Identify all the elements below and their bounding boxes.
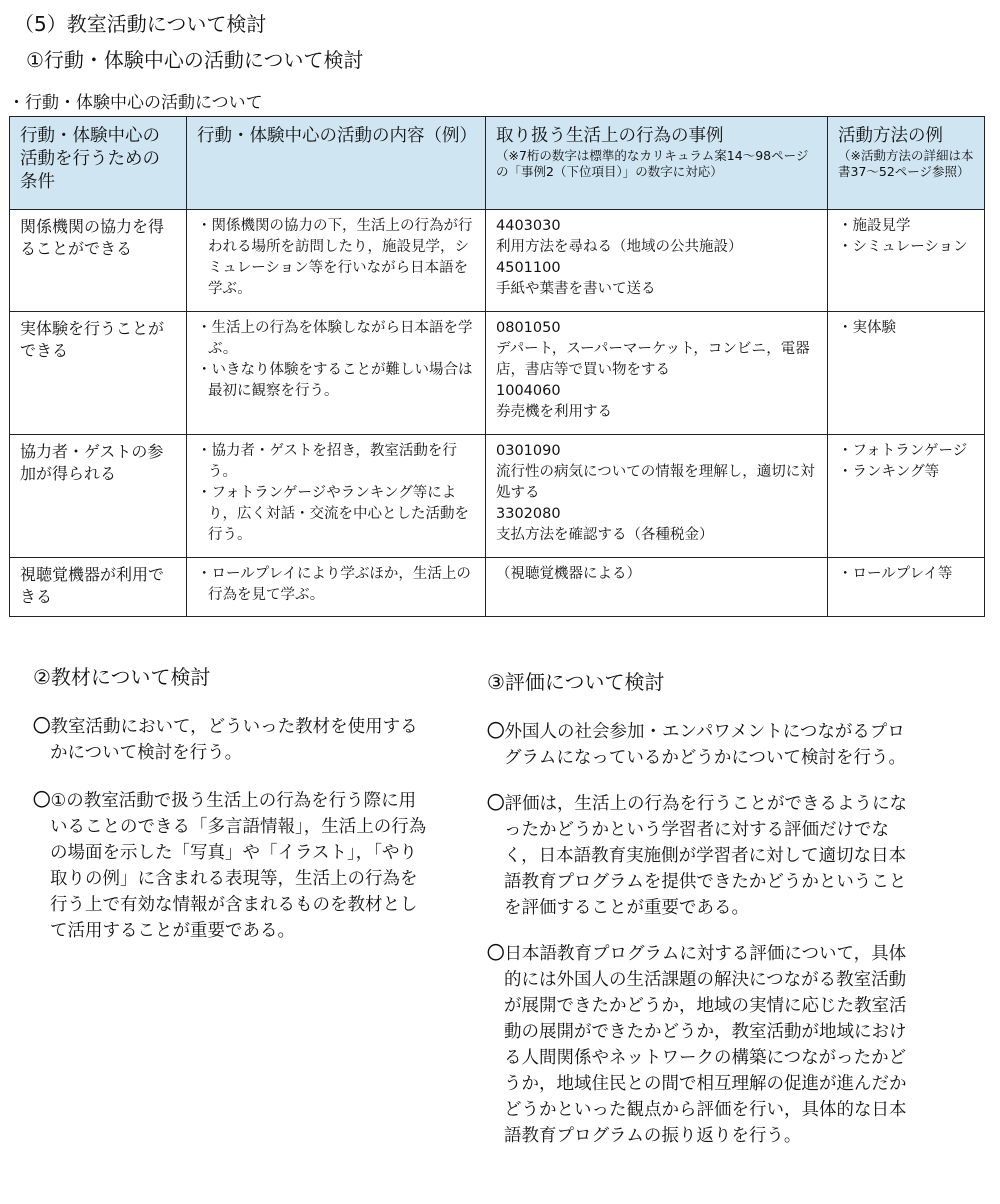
circle-bullet-icon: 〇 [33, 717, 51, 737]
content-item: ・生活上の行為を体験しながら日本語を学ぶ。 [197, 320, 473, 357]
header-examples [486, 117, 828, 210]
row-contents [187, 312, 486, 435]
row-condition: 視聴覚機器が利用できる [10, 558, 187, 617]
example-text: 券売機を利用する [496, 404, 612, 420]
method-item: ・シミュレーション [838, 239, 968, 255]
circle-bullet-icon: 〇 [487, 944, 505, 964]
example-text: （視聴覚機器による） [496, 566, 641, 582]
example-text: 流行性の病気についての情報を理解し，適切に対処する [496, 464, 815, 501]
materials-title: ②教材について検討 [33, 665, 211, 689]
evaluation-paragraph: 〇外国人の社会参加・エンパワメントにつながるプログラムになっているかどうかについて検討を行う。 [487, 722, 906, 768]
method-item: ・フォトランゲージ [838, 443, 968, 459]
header-methods-title: 活動方法の例 [838, 126, 943, 146]
content-item: ・ロールプレイにより学ぶほか，生活上の行為を見て学ぶ。 [197, 566, 471, 603]
row-contents [187, 558, 486, 617]
evaluation-paragraph: 〇日本語教育プログラムに対する評価について，具体的には外国人の生活課題の解決につながる教室活動が展開できたかどうか，地域の実情に応じた教室活動の展開ができたかどうか，教室活動が地域における人間関係やネットワークの構築につながったかどうか，地域住民との間で相互理解の促進が進んだかどうかといった観点から評価を行い，具体的な日本語教育プログラムの振り返りを行う。 [487, 944, 907, 1146]
circle-bullet-icon: 〇 [487, 794, 505, 814]
section-heading: （5）教室活動について検討 [14, 12, 267, 36]
row-methods [828, 435, 985, 558]
example-code: 0801050 [496, 320, 561, 336]
method-item: ・実体験 [838, 320, 896, 336]
row-examples [486, 435, 828, 558]
activities-table [9, 116, 985, 617]
header-methods-note: （※活動方法の詳細は本書37～52ページ参照） [838, 148, 974, 179]
example-code: 4403030 [496, 218, 561, 234]
content-item: ・協力者・ゲストを招き，教室活動を行う。 [197, 443, 457, 480]
header-examples-title: 取り扱う生活上の行為の事例 [496, 126, 724, 146]
table-row [10, 558, 985, 617]
materials-paragraph: 〇①の教室活動で扱う生活上の行為を行う際に用いることのできる「多言語情報」，生活上の行為の場面を示した「写真」や「イラスト」，「やり取りの例」に含まれる表現等，生活上の行為を行う上で有効な情報が含まれるものを教材として活用することが重要である。 [33, 791, 427, 941]
evaluation-paragraph: 〇評価は，生活上の行為を行うことができるようになったかどうかという学習者に対する評価だけでなく，日本語教育実施側が学習者に対して適切な日本語教育プログラムを提供できたかどうかということを評価することが重要である。 [487, 794, 907, 918]
circle-bullet-icon: 〇 [33, 791, 51, 811]
row-condition: 関係機関の協力を得ることができる [10, 210, 187, 312]
header-methods [828, 117, 985, 210]
content-item: ・いきなり体験をすることが難しい場合は最初に観察を行う。 [197, 362, 473, 399]
example-text: デパート，スーパーマーケット，コンビニ，電器店，書店等で買い物をする [496, 341, 810, 378]
evaluation-body [487, 719, 917, 1149]
materials-paragraph: 〇教室活動において，どういった教材を使用するかについて検討を行う。 [33, 717, 418, 763]
content-item: ・関係機関の協力の下，生活上の行為が行われる場所を訪問したり，施設見学，シミュレーション等を行いながら日本語を学ぶ。 [197, 218, 473, 297]
subsection-heading: ①行動・体験中心の活動について検討 [26, 48, 364, 72]
table-row [10, 312, 985, 435]
row-examples [486, 312, 828, 435]
table-header-row [10, 117, 985, 210]
circle-bullet-icon: 〇 [487, 722, 505, 742]
table-caption: ・行動・体験中心の活動について [8, 93, 263, 113]
example-code: 4501100 [496, 260, 561, 276]
row-methods [828, 210, 985, 312]
row-examples [486, 558, 828, 617]
row-condition: 実体験を行うことができる [10, 312, 187, 435]
row-condition: 協力者・ゲストの参加が得られる [10, 435, 187, 558]
row-methods [828, 312, 985, 435]
example-text: 手紙や葉書を書いて送る [496, 281, 656, 297]
materials-body [33, 714, 433, 944]
header-examples-note: （※7桁の数字は標準的なカリキュラム案14～98ページの「事例2（下位項目）」の数字に対応） [496, 148, 809, 179]
table-row [10, 210, 985, 312]
row-methods [828, 558, 985, 617]
example-text: 支払方法を確認する（各種税金） [496, 527, 714, 543]
example-code: 0301090 [496, 443, 561, 459]
evaluation-title: ③評価について検討 [487, 670, 665, 694]
example-text: 利用方法を尋ねる（地域の公共施設） [496, 239, 743, 255]
header-contents: 行動・体験中心の活動の内容（例） [187, 117, 486, 210]
example-code: 1004060 [496, 383, 561, 399]
example-code: 3302080 [496, 506, 561, 522]
row-examples [486, 210, 828, 312]
content-item: ・フォトランゲージやランキング等により，広く対話・交流を中心とした活動を行う。 [197, 485, 469, 543]
table-row [10, 435, 985, 558]
method-item: ・施設見学 [838, 218, 911, 234]
row-contents [187, 435, 486, 558]
row-contents [187, 210, 486, 312]
method-item: ・ロールプレイ等 [838, 566, 953, 582]
header-conditions: 行動・体験中心の活動を行うための条件 [10, 117, 187, 210]
method-item: ・ランキング等 [838, 464, 940, 480]
